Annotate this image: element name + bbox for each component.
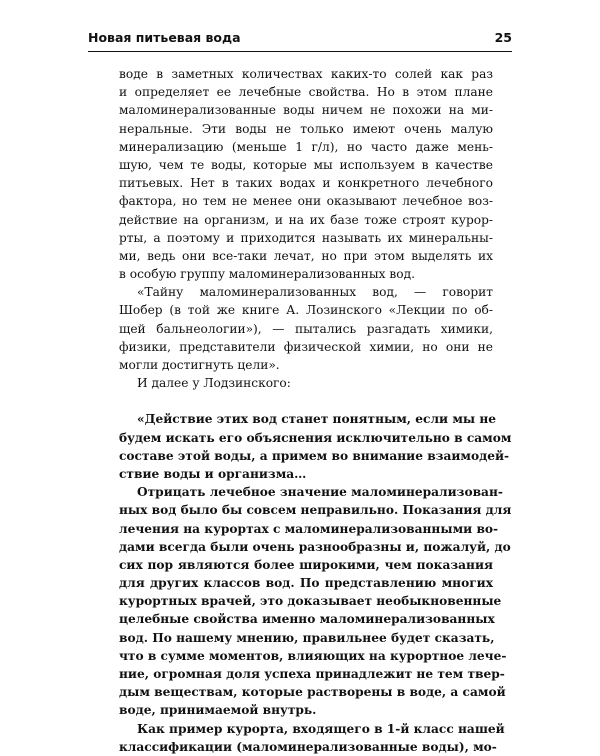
text-line: что в сумме моментов, влияющих на курортное лече- xyxy=(119,648,507,663)
text-line: курортных врачей, это доказывает необыкновенные xyxy=(119,594,502,609)
running-title: Новая питьевая вода xyxy=(88,30,241,45)
text-line: и определяет ее лечебные свойства. Но в этом плане xyxy=(119,85,493,100)
quote-paragraph xyxy=(119,410,512,483)
text-line: И далее у Лодзинского: xyxy=(137,376,291,391)
quote-paragraph xyxy=(119,720,505,756)
quote-spacer xyxy=(119,392,493,410)
text-line: будем искать его объяснения исключительно в самом xyxy=(119,430,512,445)
text-line: шую, чем те воды, которые мы используем в качестве xyxy=(119,157,493,172)
page-header xyxy=(88,30,512,50)
text-line: могли достигнуть цели». xyxy=(119,358,280,372)
text-line: маломинерализованные воды ничем не похожи на ми- xyxy=(119,103,493,118)
text-line: классификации (маломинерализованные воды), мо- xyxy=(119,739,497,754)
text-line: Отрицать лечебное значение маломинерализован- xyxy=(137,485,503,500)
text-line: ми, ведь они все-таки лечат, но при этом выделять их xyxy=(119,248,493,263)
text-line: действие на организм, и на их базе тоже строят курор- xyxy=(119,212,493,227)
paragraph xyxy=(119,283,493,374)
text-line: «Тайну маломинерализованных вод, — говорит xyxy=(137,285,493,300)
text-line: воде, принимаемой внутрь. xyxy=(119,703,317,718)
header-rule xyxy=(88,51,512,52)
text-line: ствие воды и организма… xyxy=(119,466,307,481)
text-line: лечения на курортах с маломинерализованными во- xyxy=(119,521,499,536)
text-line: ных вод было бы совсем неправильно. Показания для xyxy=(119,503,512,518)
text-line: дым веществам, которые растворены в воде, а самой xyxy=(119,685,506,700)
page-number: 25 xyxy=(494,30,512,45)
text-line: воде в заметных количествах каких-то солей как раз xyxy=(119,67,493,81)
text-line: дами всегда были очень разнообразны и, пожалуй, до xyxy=(119,539,511,554)
paragraph xyxy=(119,65,493,283)
text-line: для других классов вод. По представлению многих xyxy=(119,576,493,591)
text-line: вод. По нашему мнению, правильнее будет сказать, xyxy=(119,630,495,645)
text-line: составе этой воды, а примем во внимание взаимодей- xyxy=(119,448,510,463)
text-line: минерализацию (меньше 1 г/л), но часто даже мень- xyxy=(119,139,493,154)
text-body xyxy=(119,65,512,756)
paragraph xyxy=(119,374,493,392)
text-line: ние, огромная доля успеха принадлежит не тем твер- xyxy=(119,667,505,681)
text-line: щей бальнеологии»), — пытались разгадать химики, xyxy=(119,321,493,336)
text-line: Как пример курорта, входящего в 1-й класс нашей xyxy=(137,721,505,736)
quote-paragraph xyxy=(119,483,512,719)
text-line: рты, а поэтому и приходится называть их минеральны- xyxy=(119,230,493,245)
text-line: целебные свойства именно маломинерализованных xyxy=(119,612,495,627)
text-line: питьевых. Нет в таких водах и конкретного лечебного xyxy=(119,176,493,191)
text-line: сих пор являются более широкими, чем показания xyxy=(119,557,493,572)
text-line: физики, представители физической химии, но они не xyxy=(119,339,493,354)
text-line: Шобер (в той же книге А. Лозинского «Лекции по об- xyxy=(119,303,493,318)
text-line: в особую группу маломинерализованных вод. xyxy=(119,267,415,282)
text-line: фактора, но тем не менее они оказывают лечебное воз- xyxy=(119,194,493,209)
text-line: неральные. Эти воды не только имеют очень малую xyxy=(119,121,493,136)
text-line: «Действие этих вод станет понятным, если мы не xyxy=(137,412,497,427)
